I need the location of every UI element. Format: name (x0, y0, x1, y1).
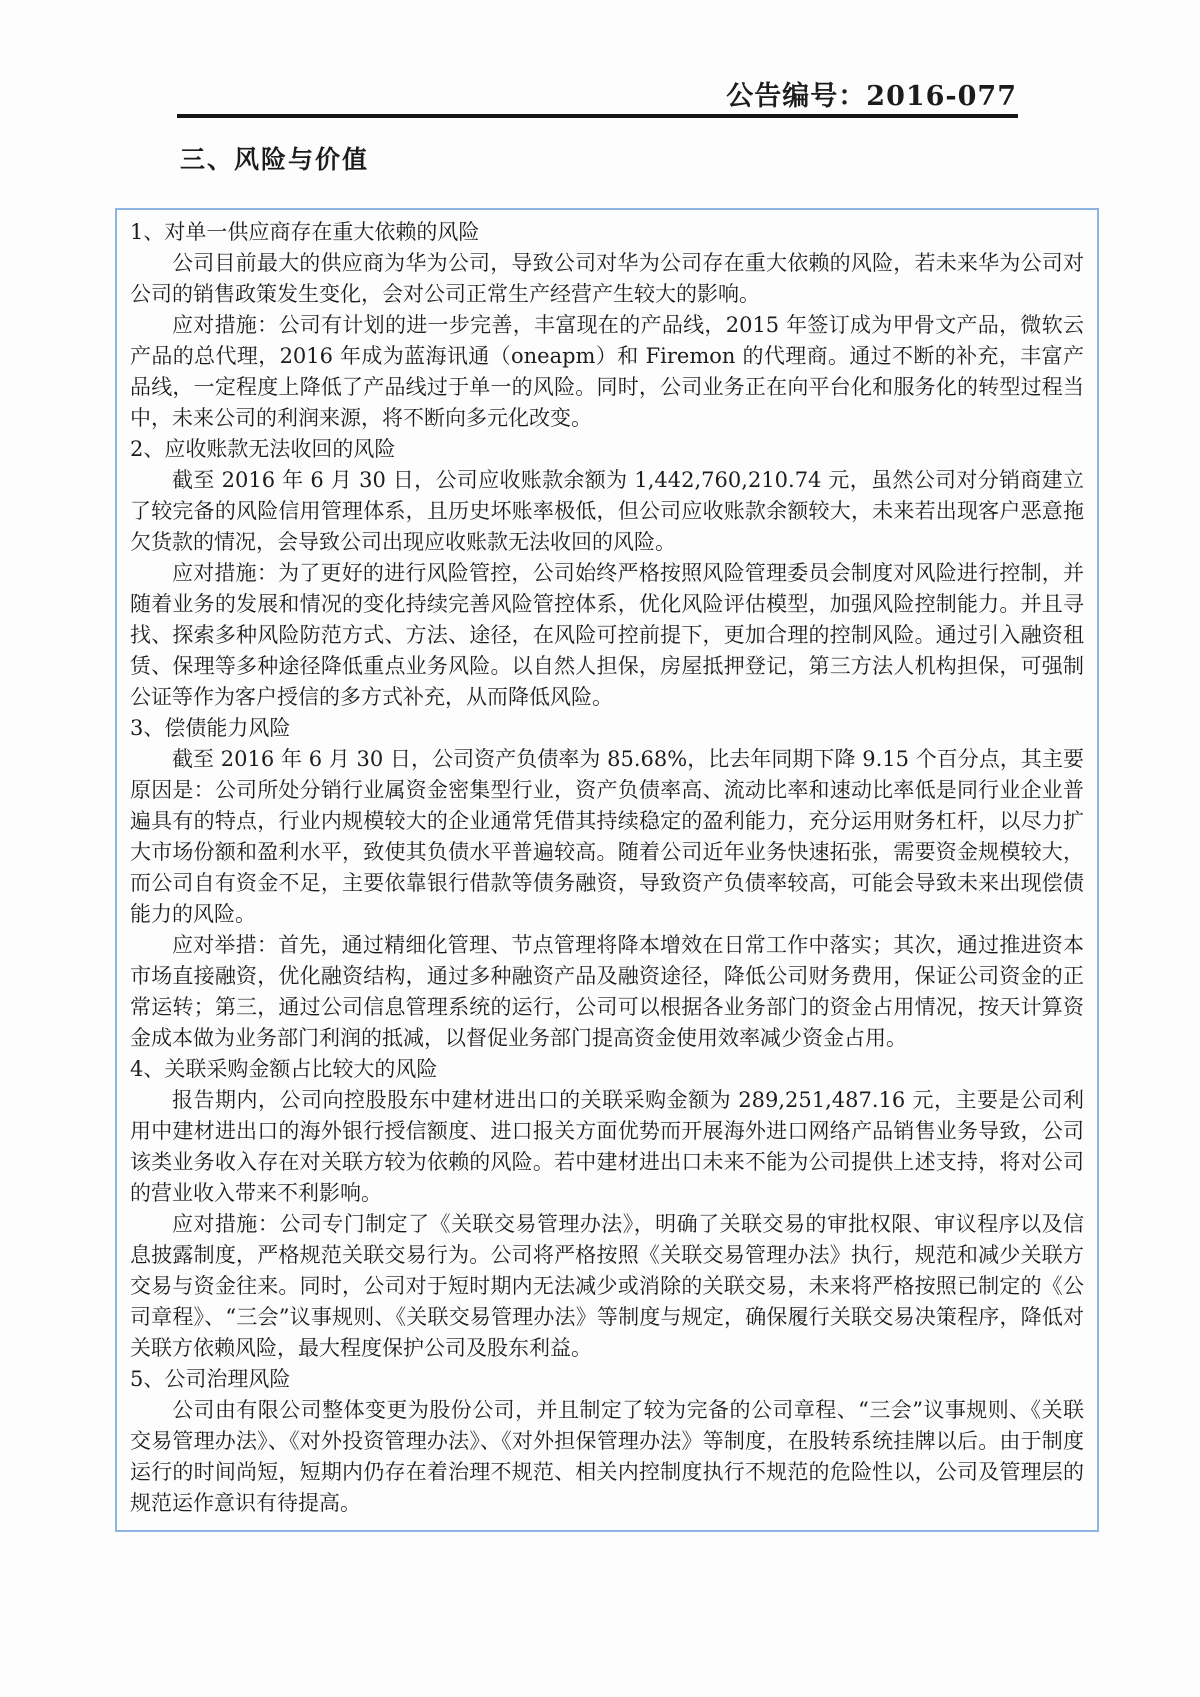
risk-heading: 4、关联采购金额占比较大的风险 (130, 1057, 438, 1081)
risk-paragraph: 公司由有限公司整体变更为股份公司，并且制定了较为完备的公司章程、“三会”议事规则、《关联交易管理办法》、《对外投资管理办法》、《对外担保管理办法》等制度，在股转系统挂牌以后。由于制度运行的时间尚短，短期内仍存在着治理不规范、相关内控制度执行不规范的危险性以，公司及管理层的规范运作意识有待提高。 (130, 1398, 1084, 1515)
risk-heading: 2、应收账款无法收回的风险 (130, 437, 396, 461)
risk-paragraph: 应对措施：公司有计划的进一步完善，丰富现在的产品线，2015 年签订成为甲骨文产品，微软云产品的总代理，2016 年成为蓝海讯通（oneapm）和 Firemon 的代理商。通过不断的补充，丰富产品线，一定程度上降低了产品线过于单一的风险。同时，公司业务正在向平台化和服务化的转型过程当中，未来公司的利润来源，将不断向多元化改变。 (130, 313, 1084, 430)
risk-heading: 5、公司治理风险 (130, 1367, 291, 1391)
risk-heading: 3、偿债能力风险 (130, 716, 291, 740)
risk-heading: 1、对单一供应商存在重大依赖的风险 (130, 220, 480, 244)
doc-number: 公告编号：2016-077 (726, 81, 1017, 112)
risk-paragraph: 应对举措：首先，通过精细化管理、节点管理将降本增效在日常工作中落实；其次，通过推进资本市场直接融资，优化融资结构，通过多种融资产品及融资途径，降低公司财务费用，保证公司资金的正常运转；第三，通过公司信息管理系统的运行，公司可以根据各业务部门的资金占用情况，按天计算资金成本做为业务部门利润的抵减，以督促业务部门提高资金使用效率减少资金占用。 (130, 933, 1084, 1050)
section-title: 三、风险与价值 (180, 145, 370, 174)
risk-item-1 (130, 217, 1084, 434)
risk-paragraph: 报告期内，公司向控股股东中建材进出口的关联采购金额为 289,251,487.16 元，主要是公司利用中建材进出口的海外银行授信额度、进口报关方面优势而开展海外进口网络产品销售业务导致，公司该类业务收入存在对关联方较为依赖的风险。若中建材进出口未来不能为公司提供上述支持，将对公司的营业收入带来不利影响。 (130, 1088, 1084, 1205)
risk-paragraph: 应对措施：公司专门制定了《关联交易管理办法》，明确了关联交易的审批权限、审议程序以及信息披露制度，严格规范关联交易行为。公司将严格按照《关联交易管理办法》执行，规范和减少关联方交易与资金往来。同时，公司对于短时期内无法减少或消除的关联交易，未来将严格按照已制定的《公司章程》、“三会”议事规则、《关联交易管理办法》等制度与规定，确保履行关联交易决策程序，降低对关联方依赖风险，最大程度保护公司及股东利益。 (130, 1212, 1084, 1360)
risk-paragraph: 截至 2016 年 6 月 30 日，公司资产负债率为 85.68%，比去年同期下降 9.15 个百分点，其主要原因是：公司所处分销行业属资金密集型行业，资产负债率高、流动比率和速动比率低是同行业企业普遍具有的特点，行业内规模较大的企业通常凭借其持续稳定的盈利能力，充分运用财务杠杆，以尽力扩大市场份额和盈利水平，致使其负债水平普遍较高。随着公司近年业务快速拓张，需要资金规模较大，而公司自有资金不足，主要依靠银行借款等债务融资，导致资产负债率较高，可能会导致未来出现偿债能力的风险。 (130, 747, 1084, 926)
risk-paragraph: 应对措施：为了更好的进行风险管控，公司始终严格按照风险管理委员会制度对风险进行控制，并随着业务的发展和情况的变化持续完善风险管控体系，优化风险评估模型，加强风险控制能力。并且寻找、探索多种风险防范方式、方法、途径，在风险可控前提下，更加合理的控制风险。通过引入融资租赁、保理等多种途径降低重点业务风险。以自然人担保，房屋抵押登记，第三方法人机构担保，可强制公证等作为客户授信的多方式补充，从而降低风险。 (130, 561, 1084, 709)
risk-item-3 (130, 713, 1084, 1054)
risk-box (115, 208, 1099, 1532)
risk-paragraph: 公司目前最大的供应商为华为公司，导致公司对华为公司存在重大依赖的风险，若未来华为公司对公司的销售政策发生变化，会对公司正常生产经营产生较大的影响。 (130, 251, 1084, 306)
header-rule (177, 114, 1018, 118)
risk-paragraph: 截至 2016 年 6 月 30 日，公司应收账款余额为 1,442,760,210.74 元，虽然公司对分销商建立了较完备的风险信用管理体系，且历史坏账率极低，但公司应收账款余额较大，未来若出现客户恶意拖欠货款的情况，会导致公司出现应收账款无法收回的风险。 (130, 468, 1084, 554)
risk-item-5 (130, 1364, 1084, 1519)
risk-item-4 (130, 1054, 1084, 1364)
risk-item-2 (130, 434, 1084, 713)
